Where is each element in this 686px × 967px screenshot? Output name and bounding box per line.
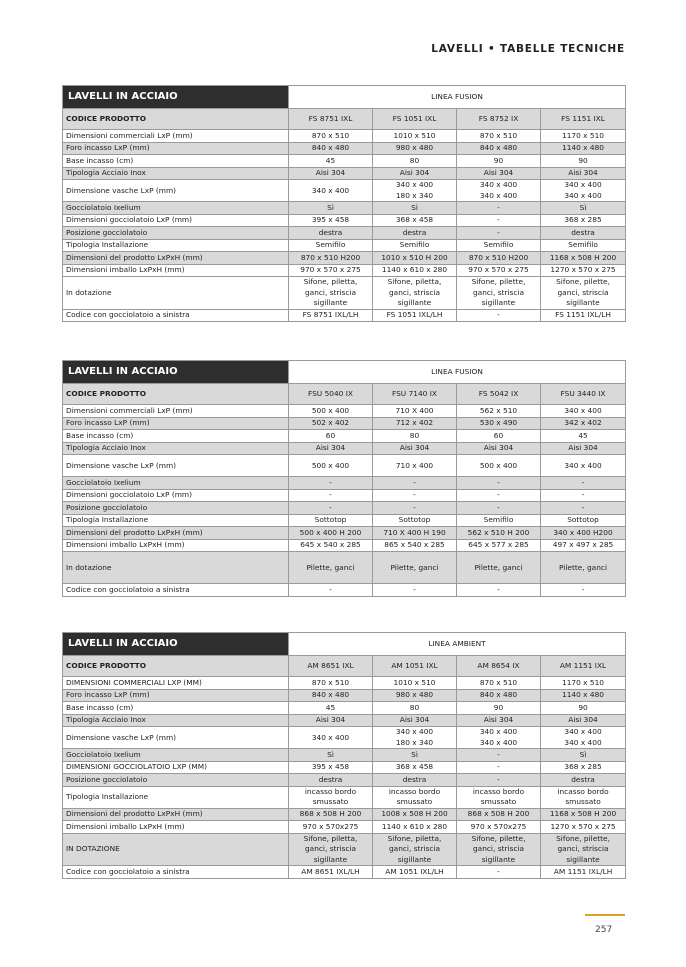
cell-value: 90	[457, 702, 541, 715]
cell-value: Sifone, pilette, ganci, striscia sigillante	[457, 833, 541, 866]
product-code: FS 1151 IXL	[541, 109, 626, 130]
cell-value: AM 1151 IXL/LH	[541, 866, 626, 879]
cell-value: 870 x 510	[457, 130, 541, 143]
cell-value: Semifilo	[289, 239, 373, 252]
product-codes-row	[63, 384, 626, 405]
cell-value: 340 x 400 340 x 400	[541, 727, 626, 749]
table-row	[63, 455, 626, 477]
cell-value: 840 x 480	[457, 142, 541, 155]
product-code: FS 5042 IX	[457, 384, 541, 405]
cell-value: destra	[289, 227, 373, 240]
cell-value: Sì	[541, 202, 626, 215]
cell-value: -	[457, 214, 541, 227]
cell-value: -	[373, 489, 457, 502]
cell-value: -	[541, 477, 626, 490]
cell-value: 500 x 400	[289, 405, 373, 418]
cell-value: Pilette, ganci	[457, 552, 541, 584]
row-label: Dimensioni gocciolatoio LxP (mm)	[63, 214, 289, 227]
cell-value: destra	[373, 774, 457, 787]
code-label: CODICE PRODOTTO	[63, 384, 289, 405]
row-label: Dimensioni commerciali LxP (mm)	[63, 405, 289, 418]
row-label: Dimensioni del prodotto LxPxH (mm)	[63, 252, 289, 265]
cell-value: Semifilo	[541, 239, 626, 252]
cell-value: 340 x 400 180 x 340	[373, 180, 457, 202]
page-header: LAVELLI • TABELLE TECNICHE	[431, 43, 625, 55]
product-code: AM 8651 IXL	[289, 656, 373, 677]
cell-value: Pilette, ganci	[373, 552, 457, 584]
cell-value: 368 x 458	[373, 761, 457, 774]
product-code: AM 1151 IXL	[541, 656, 626, 677]
cell-value: Aisi 304	[541, 167, 626, 180]
cell-value: 80	[373, 702, 457, 715]
table-row	[63, 142, 626, 155]
cell-value: Sì	[541, 749, 626, 762]
table-row	[63, 866, 626, 879]
row-label: Codice con gocciolatoio a sinistra	[63, 584, 289, 597]
table-row	[63, 552, 626, 584]
code-label: CODICE PRODOTTO	[63, 656, 289, 677]
cell-value: 710 x 400	[373, 455, 457, 477]
cell-value: incasso bordo smussato	[457, 786, 541, 808]
cell-value: Aisi 304	[541, 714, 626, 727]
table-row	[63, 252, 626, 265]
cell-value: destra	[541, 227, 626, 240]
cell-value: Aisi 304	[373, 442, 457, 455]
cell-value: FS 1051 IXL/LH	[373, 309, 457, 322]
cell-value: 368 x 458	[373, 214, 457, 227]
cell-value: Aisi 304	[457, 442, 541, 455]
cell-value: 840 x 480	[457, 689, 541, 702]
cell-value: 870 x 510	[289, 130, 373, 143]
row-label: Dimensioni imballo LxPxH (mm)	[63, 539, 289, 552]
cell-value: FS 8751 IXL/LH	[289, 309, 373, 322]
cell-value: -	[289, 477, 373, 490]
spec-table-fusion-1	[62, 85, 626, 322]
row-label: Dimensione vasche LxP (mm)	[63, 727, 289, 749]
cell-value: 970 x 570x275	[289, 821, 373, 834]
cell-value: 1010 x 510	[373, 677, 457, 690]
cell-value: 970 x 570x275	[457, 821, 541, 834]
table-row	[63, 277, 626, 310]
product-code: FS 8751 IXL	[289, 109, 373, 130]
row-label: Tipologia Installazione	[63, 239, 289, 252]
code-label: CODICE PRODOTTO	[63, 109, 289, 130]
table-row	[63, 430, 626, 443]
cell-value: 980 x 480	[373, 689, 457, 702]
table-row	[63, 309, 626, 322]
product-code: FS 8752 IX	[457, 109, 541, 130]
cell-value: Pilette, ganci	[541, 552, 626, 584]
cell-value: 870 x 510 H200	[289, 252, 373, 265]
cell-value: -	[457, 761, 541, 774]
cell-value: 1140 x 480	[541, 142, 626, 155]
table-row	[63, 477, 626, 490]
cell-value: -	[457, 309, 541, 322]
product-codes-row	[63, 656, 626, 677]
cell-value: 340 x 400 340 x 400	[457, 180, 541, 202]
cell-value: Aisi 304	[289, 167, 373, 180]
cell-value: 1168 x 508 H 200	[541, 808, 626, 821]
cell-value: Sì	[373, 202, 457, 215]
cell-value: 645 x 577 x 285	[457, 539, 541, 552]
cell-value: 500 x 400	[289, 455, 373, 477]
table-row	[63, 130, 626, 143]
row-label: Tipologia Acciaio Inox	[63, 167, 289, 180]
row-label: Dimensioni imballo LxPxH (mm)	[63, 821, 289, 834]
cell-value: destra	[373, 227, 457, 240]
cell-value: -	[289, 584, 373, 597]
cell-value: 497 x 497 x 285	[541, 539, 626, 552]
cell-value: 645 x 540 x 285	[289, 539, 373, 552]
cell-value: 1168 x 508 H 200	[541, 252, 626, 265]
cell-value: 80	[373, 430, 457, 443]
row-label: Tipologia Installazione	[63, 786, 289, 808]
row-label: Tipologia Acciaio Inox	[63, 442, 289, 455]
cell-value: incasso bordo smussato	[289, 786, 373, 808]
cell-value: Sifone, pilette, ganci, striscia sigillante	[457, 277, 541, 310]
cell-value: 90	[541, 702, 626, 715]
table-row	[63, 761, 626, 774]
cell-value: 45	[541, 430, 626, 443]
cell-value: destra	[541, 774, 626, 787]
cell-value: -	[457, 584, 541, 597]
cell-value: Sottotop	[289, 514, 373, 527]
cell-value: 340 x 400	[289, 727, 373, 749]
table-row	[63, 808, 626, 821]
cell-value: 562 x 510 H 200	[457, 527, 541, 540]
cell-value: 1140 x 480	[541, 689, 626, 702]
table-row	[63, 167, 626, 180]
cell-value: -	[373, 502, 457, 515]
cell-value: -	[541, 489, 626, 502]
accent-rule	[585, 914, 625, 916]
cell-value: 1170 x 510	[541, 130, 626, 143]
row-label: Codice con gocciolatoio a sinistra	[63, 866, 289, 879]
spec-table-ambient	[62, 632, 626, 879]
cell-value: 395 x 458	[289, 214, 373, 227]
cell-value: 502 x 402	[289, 417, 373, 430]
product-code: FSU 7140 IX	[373, 384, 457, 405]
cell-value: 1008 x 508 H 200	[373, 808, 457, 821]
cell-value: 90	[457, 155, 541, 168]
row-label: Posizione gocciolatoio	[63, 502, 289, 515]
row-label: Dimensione vasche LxP (mm)	[63, 455, 289, 477]
table-row	[63, 714, 626, 727]
table-row	[63, 786, 626, 808]
table-row	[63, 489, 626, 502]
row-label: Gocciolatoio Ixelium	[63, 202, 289, 215]
cell-value: -	[373, 584, 457, 597]
cell-value: -	[457, 866, 541, 879]
cell-value: Sottotop	[541, 514, 626, 527]
cell-value: 870 x 510 H200	[457, 252, 541, 265]
cell-value: -	[289, 489, 373, 502]
cell-value: Sifone, pilette, ganci, striscia sigillante	[541, 833, 626, 866]
cell-value: 340 x 400 180 x 340	[373, 727, 457, 749]
table-row	[63, 180, 626, 202]
cell-value: 45	[289, 155, 373, 168]
table-row	[63, 527, 626, 540]
product-line: LINEA FUSION	[289, 361, 626, 384]
table-row	[63, 202, 626, 215]
cell-value: Sifone, piletta, ganci, striscia sigillante	[289, 277, 373, 310]
table-title-row	[63, 86, 626, 109]
cell-value: Semifilo	[457, 514, 541, 527]
product-codes-row	[63, 109, 626, 130]
spec-table-fusion-2	[62, 360, 626, 597]
cell-value: 530 x 490	[457, 417, 541, 430]
cell-value: FS 1151 IXL/LH	[541, 309, 626, 322]
cell-value: 970 x 570 x 275	[457, 264, 541, 277]
row-label: Posizione gocciolatoio	[63, 227, 289, 240]
cell-value: 60	[289, 430, 373, 443]
cell-value: 45	[289, 702, 373, 715]
cell-value: -	[289, 502, 373, 515]
table-row	[63, 442, 626, 455]
row-label: Tipologia Acciaio Inox	[63, 714, 289, 727]
cell-value: 1140 x 610 x 280	[373, 264, 457, 277]
cell-value: Aisi 304	[373, 714, 457, 727]
cell-value: Sifone, piletta, ganci, striscia sigillante	[373, 833, 457, 866]
cell-value: 1010 x 510	[373, 130, 457, 143]
row-label: Dimensioni gocciolatoio LxP (mm)	[63, 489, 289, 502]
cell-value: 340 x 400 340 x 400	[457, 727, 541, 749]
cell-value: Pilette, ganci	[289, 552, 373, 584]
cell-value: 340 x 400	[289, 180, 373, 202]
table-row	[63, 749, 626, 762]
product-line: LINEA FUSION	[289, 86, 626, 109]
cell-value: 868 x 508 H 200	[457, 808, 541, 821]
cell-value: 870 x 510	[289, 677, 373, 690]
row-label: Foro incasso LxP (mm)	[63, 142, 289, 155]
table-row	[63, 417, 626, 430]
cell-value: incasso bordo smussato	[373, 786, 457, 808]
cell-value: Sifone, piletta, ganci, striscia sigillante	[289, 833, 373, 866]
table-row	[63, 214, 626, 227]
cell-value: 1270 x 570 x 275	[541, 264, 626, 277]
row-label: In dotazione	[63, 277, 289, 310]
cell-value: Aisi 304	[457, 714, 541, 727]
table-row	[63, 584, 626, 597]
table-title-row	[63, 361, 626, 384]
cell-value: 870 x 510	[457, 677, 541, 690]
cell-value: AM 8651 IXL/LH	[289, 866, 373, 879]
product-code: FS 1051 IXL	[373, 109, 457, 130]
cell-value: Sottotop	[373, 514, 457, 527]
cell-value: Sì	[373, 749, 457, 762]
row-label: Foro incasso LxP (mm)	[63, 417, 289, 430]
table-row	[63, 774, 626, 787]
table-row	[63, 833, 626, 866]
cell-value: -	[457, 477, 541, 490]
table-row	[63, 514, 626, 527]
product-code: FSU 3440 IX	[541, 384, 626, 405]
table-row	[63, 677, 626, 690]
cell-value: -	[457, 202, 541, 215]
row-label: Dimensioni imballo LxPxH (mm)	[63, 264, 289, 277]
cell-value: 500 x 400	[457, 455, 541, 477]
cell-value: -	[457, 774, 541, 787]
product-code: AM 8654 IX	[457, 656, 541, 677]
row-label: IN DOTAZIONE	[63, 833, 289, 866]
row-label: Dimensioni del prodotto LxPxH (mm)	[63, 527, 289, 540]
page-number: 257	[595, 925, 613, 935]
row-label: In dotazione	[63, 552, 289, 584]
table-title: LAVELLI IN ACCIAIO	[63, 361, 289, 384]
row-label: Codice con gocciolatoio a sinistra	[63, 309, 289, 322]
table-row	[63, 227, 626, 240]
row-label: Dimensioni del prodotto LxPxH (mm)	[63, 808, 289, 821]
cell-value: 1010 x 510 H 200	[373, 252, 457, 265]
cell-value: Aisi 304	[289, 442, 373, 455]
row-label: Posizione gocciolatoio	[63, 774, 289, 787]
cell-value: Sì	[289, 202, 373, 215]
row-label: Base incasso (cm)	[63, 702, 289, 715]
cell-value: Sì	[289, 749, 373, 762]
table-row	[63, 264, 626, 277]
table-row	[63, 821, 626, 834]
cell-value: 395 x 458	[289, 761, 373, 774]
cell-value: -	[457, 227, 541, 240]
row-label: Gocciolatoio Ixelium	[63, 749, 289, 762]
cell-value: Semifilo	[373, 239, 457, 252]
cell-value: 840 x 480	[289, 142, 373, 155]
cell-value: Aisi 304	[373, 167, 457, 180]
cell-value: 90	[541, 155, 626, 168]
table-row	[63, 502, 626, 515]
cell-value: 710 X 400 H 190	[373, 527, 457, 540]
cell-value: 1140 x 610 x 280	[373, 821, 457, 834]
table-title-row	[63, 633, 626, 656]
product-line: LINEA AMBIENT	[289, 633, 626, 656]
table-row	[63, 239, 626, 252]
cell-value: Sifone, piletta, ganci, striscia sigillante	[373, 277, 457, 310]
row-label: DIMENSIONI COMMERCIALI LXP (MM)	[63, 677, 289, 690]
table-row	[63, 155, 626, 168]
table-row	[63, 689, 626, 702]
cell-value: 970 x 570 x 275	[289, 264, 373, 277]
product-code: FSU 5040 IX	[289, 384, 373, 405]
table-row	[63, 727, 626, 749]
cell-value: destra	[289, 774, 373, 787]
cell-value: 368 x 285	[541, 761, 626, 774]
cell-value: 562 x 510	[457, 405, 541, 418]
cell-value: 340 x 400	[541, 455, 626, 477]
table-row	[63, 405, 626, 418]
cell-value: incasso bordo smussato	[541, 786, 626, 808]
cell-value: AM 1051 IXL/LH	[373, 866, 457, 879]
product-code: AM 1051 IXL	[373, 656, 457, 677]
cell-value: 368 x 285	[541, 214, 626, 227]
cell-value: 342 x 402	[541, 417, 626, 430]
row-label: Foro incasso LxP (mm)	[63, 689, 289, 702]
cell-value: -	[457, 749, 541, 762]
cell-value: 865 x 540 x 285	[373, 539, 457, 552]
row-label: Gocciolatoio Ixelium	[63, 477, 289, 490]
cell-value: -	[541, 584, 626, 597]
cell-value: 500 x 400 H 200	[289, 527, 373, 540]
cell-value: -	[373, 477, 457, 490]
cell-value: 710 X 400	[373, 405, 457, 418]
cell-value: Sifone, pilette, ganci, striscia sigillante	[541, 277, 626, 310]
cell-value: 712 x 402	[373, 417, 457, 430]
cell-value: 80	[373, 155, 457, 168]
row-label: DIMENSIONI GOCCIOLATOIO LXP (MM)	[63, 761, 289, 774]
row-label: Dimensione vasche LxP (mm)	[63, 180, 289, 202]
row-label: Base incasso (cm)	[63, 155, 289, 168]
cell-value: -	[457, 502, 541, 515]
cell-value: 340 x 400	[541, 405, 626, 418]
cell-value: 868 x 508 H 200	[289, 808, 373, 821]
table-row	[63, 702, 626, 715]
cell-value: -	[541, 502, 626, 515]
cell-value: Aisi 304	[541, 442, 626, 455]
table-title: LAVELLI IN ACCIAIO	[63, 86, 289, 109]
cell-value: Aisi 304	[457, 167, 541, 180]
table-title: LAVELLI IN ACCIAIO	[63, 633, 289, 656]
cell-value: 1170 x 510	[541, 677, 626, 690]
cell-value: Semifilo	[457, 239, 541, 252]
table-row	[63, 539, 626, 552]
cell-value: 840 x 480	[289, 689, 373, 702]
row-label: Dimensioni commerciali LxP (mm)	[63, 130, 289, 143]
row-label: Base incasso (cm)	[63, 430, 289, 443]
cell-value: 980 x 480	[373, 142, 457, 155]
cell-value: 1270 x 570 x 275	[541, 821, 626, 834]
cell-value: 340 x 400 340 x 400	[541, 180, 626, 202]
cell-value: 60	[457, 430, 541, 443]
cell-value: -	[457, 489, 541, 502]
row-label: Tipologia Installazione	[63, 514, 289, 527]
cell-value: Aisi 304	[289, 714, 373, 727]
cell-value: 340 x 400 H200	[541, 527, 626, 540]
